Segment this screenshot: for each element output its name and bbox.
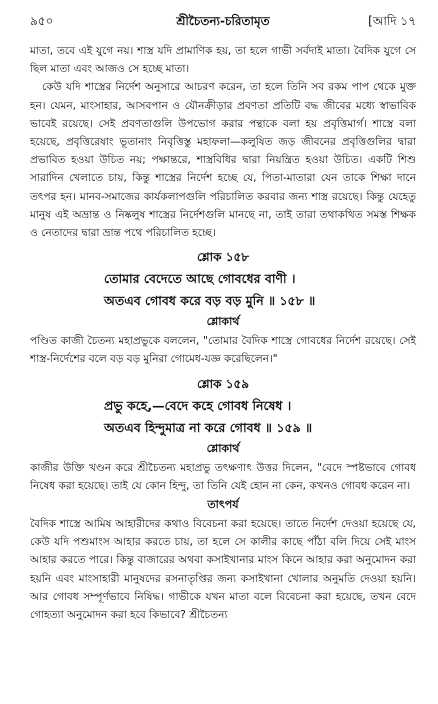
purport-text: বৈদিক শাস্ত্রে আমিষ আহারীদের কথাও বিবেচনা করা হয়েছে। তাতে নির্দেশ দেওয়া হয়েছে যে, কেউ যদি পশুমাংস আহার করতে চায়, তা হলে সে কালীর কাছে পাঁঠা বলি দিয়ে সেই মাংস আহার করতে পারে। কিন্তু বাজারের অথবা কসাইখানার মাংস কিনে আহার করা অনুমোদন করা হয়নি এবং মাংসাহারী মানুষদের রসনাতৃপ্তির জন্য কসাইখানা খোলার অনুমতি দেওয়া হয়নি। আর গোবধ সম্পূর্ণভাবে নিষিদ্ধ। গাভীকে যখন মাতা বলে বিবেচনা করা হয়েছে, তখন বেদে গোহত্যা অনুমোদন করা হবে কিভাবে? শ্রীচৈতন্য <box>30 518 416 622</box>
page-header <box>30 10 416 32</box>
running-title: শ্রীচৈতন্য-চরিতামৃত <box>176 14 270 28</box>
verse-158-translation: পণ্ডিত কাজী চৈতন্য মহাপ্রভুকে বললেন, "তোমার বৈদিক শাস্ত্রে গোবধের নির্দেশ রয়েছে। সেই শাস্ত্র-নির্দেশের বলে বড় বড় মুনিরা গোমেধ-যজ্ঞ করেছিলেন।" <box>30 335 416 366</box>
purport-heading: তাৎপর্য <box>207 498 239 512</box>
verse-158-line-2: অতএব গোবধ করে বড় বড় মুনি ॥ ১৫৮ ॥ <box>104 293 316 309</box>
verse-159-line-2: অতএব হিন্দুমাত্র না করে গোবধ ॥ ১৫৯ ॥ <box>104 419 313 435</box>
chapter-marker: [আদি ১৭ <box>368 14 416 28</box>
verse-159-translation: কাজীর উক্তি খণ্ডন করে শ্রীচৈতন্য মহাপ্রভু তৎক্ষণাৎ উত্তর দিলেন, "বেদে স্পষ্টভাবে গোবধ নিষেধ করা হয়েছে। তাই যে কোন হিন্দু, তা তিনি যেই হোন না কেন, কখনও গোবধ করেন না। <box>30 461 416 492</box>
page-number: ৯৫০ <box>30 14 54 28</box>
verse-158-heading: শ্লোক ১৫৮ <box>196 250 250 265</box>
paragraph-scripture: কেউ যদি শাস্ত্রের নির্দেশ অনুসারে আচরণ করেন, তা হলে তিনি সব রকম পাপ থেকে মুক্ত হন। যেমন, মাংসাহার, আসবপান ও যৌনক্রীড়ার প্রবণতা প্রতিটি বদ্ধ জীবের মধ্যে স্বাভাবিক ভাবেই রয়েছে। সেই প্রবণতাগুলি উপভোগ করার পন্থাকে বলা হয় প্রবৃত্তিমার্গ। শাস্ত্রে বলা হয়েছে, প্রবৃত্তিরেষাং ভূতানাং নিবৃত্তিস্তু মহাফলা—কলুষিত জড় জীবনের প্রবৃত্তিগুলির দ্বারা প্রভাবিত হওয়া উচিত নয়; পক্ষান্তরে, শাস্ত্রবিধির দ্বারা নিয়ন্ত্রিত হওয়া উচিত। একটি শিশু সারাদিন খেলাতে চায়, কিন্তু শাস্ত্রের নির্দেশ হচ্ছে যে, পিতা-মাতারা যেন তাকে শিক্ষা দানে তৎপর হন। মানব-সমাজের কার্যকলাপগুলি পরিচালিত করবার জন্য শাস্ত্র রয়েছে। কিন্তু যেহেতু মানুষ এই অভ্রান্ত ও নিষ্কলুষ শাস্ত্রের নির্দেশগুলি মানছে না, তাই তারা তথাকথিত সমস্ত শিক্ষক ও নেতাদের দ্বারা ভ্রান্ত পথে পরিচালিত হচ্ছে। <box>30 81 416 240</box>
paragraph-continuation: মাতা, তবে এই যুগে নয়। শাস্ত্র যদি প্রামাণিক হয়, তা হলে গাভী সর্বদাই মাতা। বৈদিক যুগে সে ছিল মাতা এবং আজও সে হচ্ছে মাতা। <box>30 45 416 76</box>
verse-158-line-1: তোমার বেদেতে আছে গোবধের বাণী । <box>104 271 296 287</box>
page-content <box>30 42 416 624</box>
verse-159-line-1: প্রভু কহে,—বেদে কহে গোবধ নিষেধ । <box>104 397 292 413</box>
verse-159-heading: শ্লোক ১৫৯ <box>196 376 250 391</box>
verse-158-translation-heading: শ্লোকার্থ <box>206 315 240 329</box>
verse-159-translation-heading: শ্লোকার্থ <box>206 441 240 455</box>
